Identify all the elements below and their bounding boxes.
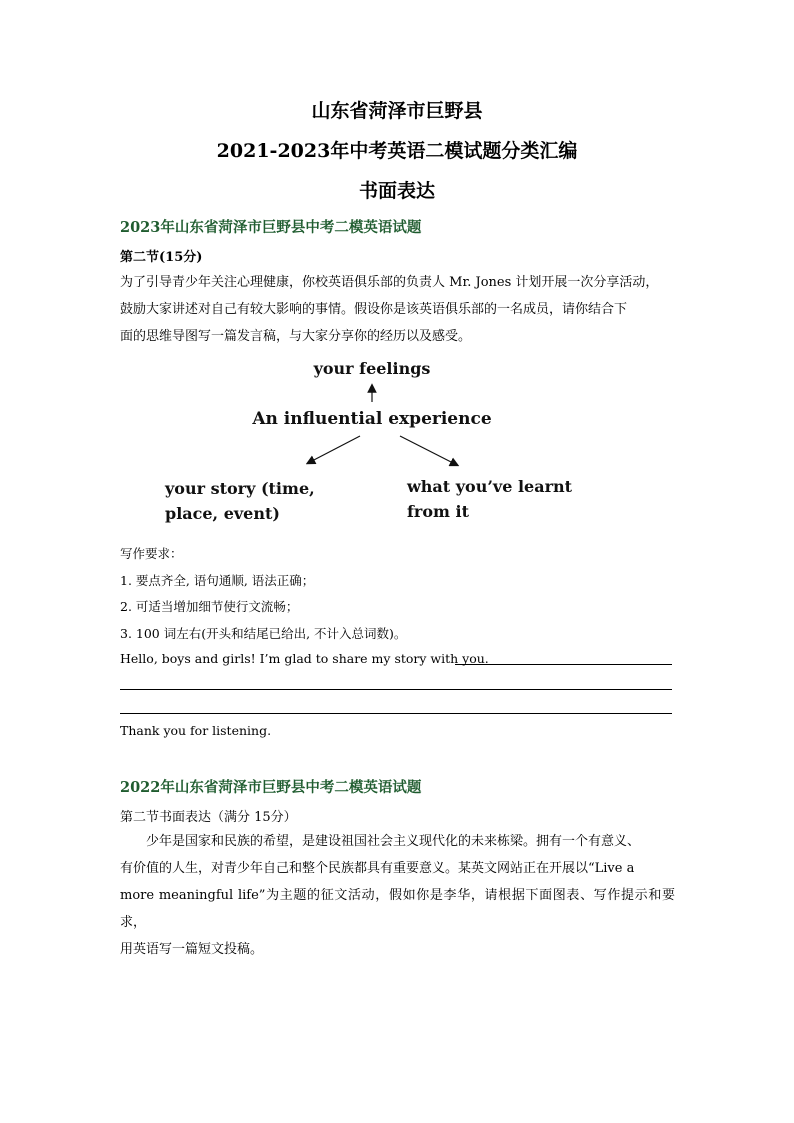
paragraph-line: 有价值的人生，对青少年自己和整个民族都具有重要意义。某英文网站正在开展以“Live a xyxy=(120,861,635,876)
title-line-2: 2021-2023年中考英语二模试题分类汇编 xyxy=(216,140,578,162)
section-2023-heading: 2023年山东省菏泽市巨野县中考二模英语试题 xyxy=(120,219,422,236)
essay-closing: Thank you for listening. xyxy=(120,723,272,738)
prompt-line: 鼓励大家讲述对自己有较大影响的事情。假设你是该英语俱乐部的一名成员，请你结合下 xyxy=(120,302,628,317)
arrow-right xyxy=(400,436,455,464)
requirements-title: 写作要求： xyxy=(120,546,183,561)
answer-line[interactable] xyxy=(455,664,672,665)
mind-map-center-label: An influential experience xyxy=(252,409,492,429)
section-2022-paragraph xyxy=(120,828,675,963)
mind-map-top-label: your feelings xyxy=(313,359,431,378)
mind-map-diagram xyxy=(150,352,610,532)
paragraph-line: 少年是国家和民族的希望，是建设祖国社会主义现代化的未来栋梁。拥有一个有意义、 xyxy=(146,834,641,849)
paragraph-line: 用英语写一篇短文投稿。 xyxy=(120,942,264,957)
requirement-item: 1. 要点齐全, 语句通顺, 语法正确； xyxy=(120,573,315,588)
section-2023-part-label: 第二节(15分) xyxy=(120,250,203,265)
answer-line[interactable] xyxy=(120,713,672,714)
mind-map-left-label-2: place, event) xyxy=(165,504,280,523)
mind-map-right-label-2: from it xyxy=(407,502,469,521)
answer-line[interactable] xyxy=(120,689,672,690)
prompt-line: 为了引导青少年关注心理健康，你校英语俱乐部的负责人 Mr. Jones 计划开展一次分享活动， xyxy=(120,275,659,290)
arrow-left xyxy=(310,436,360,462)
prompt-line: 面的思维导图写一篇发言稿，与大家分享你的经历以及感受。 xyxy=(120,329,472,344)
title-line-3: 书面表达 xyxy=(358,180,435,202)
section-2022-part-label: 第二节书面表达（满分 15分） xyxy=(120,810,297,825)
requirement-item: 2. 可适当增加细节使行文流畅； xyxy=(120,599,299,614)
paragraph-line: more meaningful life”为主题的征文活动，假如你是李华，请根据下面图表、写作提示和要求， xyxy=(120,888,675,930)
section-2022-heading: 2022年山东省菏泽市巨野县中考二模英语试题 xyxy=(120,779,422,796)
title-line-1: 山东省菏泽市巨野县 xyxy=(311,100,483,122)
section-2023-prompt xyxy=(120,269,675,350)
mind-map-right-label-1: what you’ve learnt xyxy=(407,477,573,496)
essay-opening: Hello, boys and girls! I’m glad to share my story with you. xyxy=(120,651,489,666)
mind-map-left-label-1: your story (time, xyxy=(165,479,315,498)
requirement-item: 3. 100 词左右(开头和结尾已给出, 不计入总词数)。 xyxy=(120,626,407,641)
